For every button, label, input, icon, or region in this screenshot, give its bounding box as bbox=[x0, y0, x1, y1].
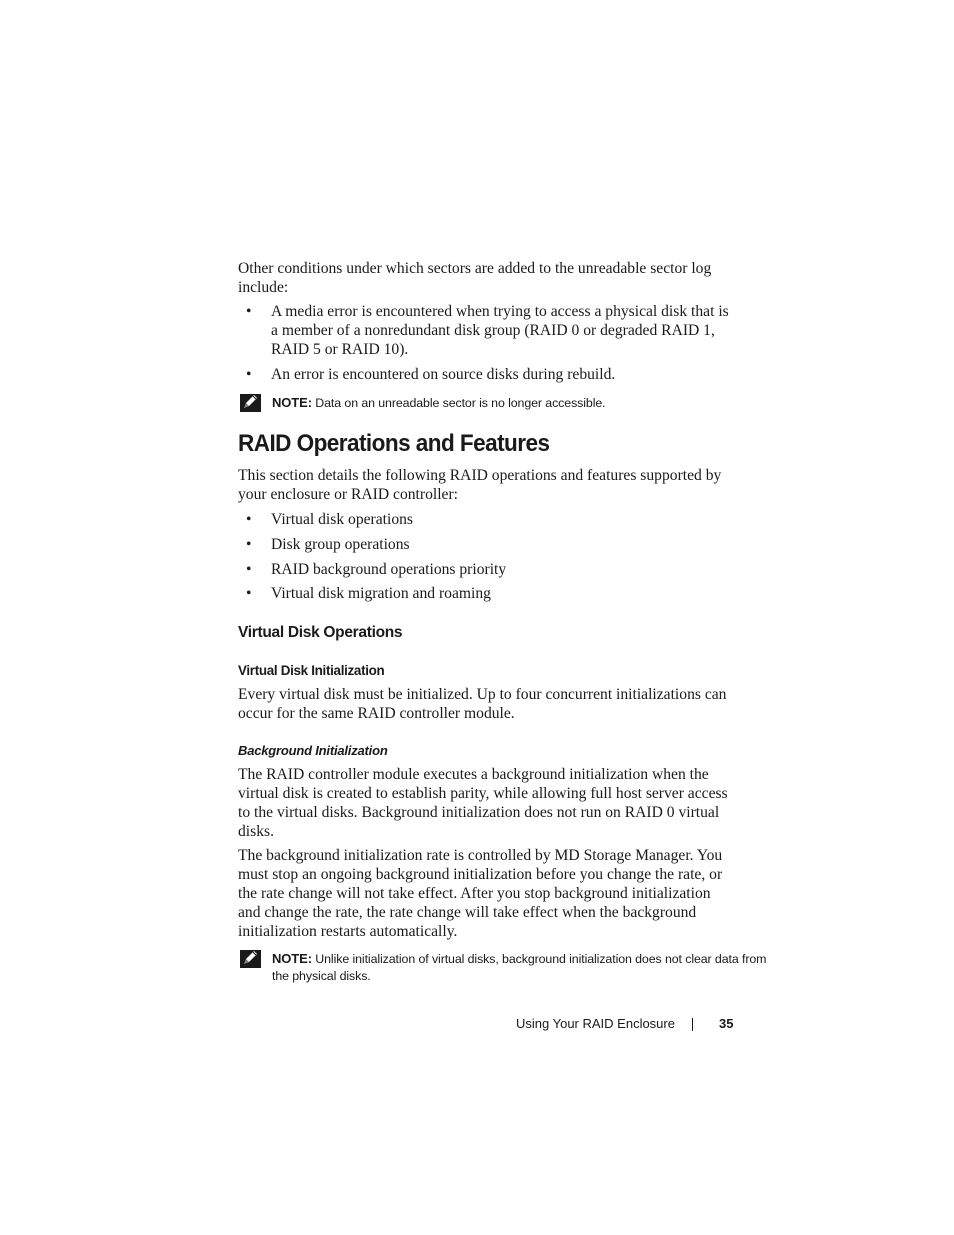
list-item-text: An error is encountered on source disks during rebuild. bbox=[271, 366, 616, 383]
note-label: NOTE: bbox=[272, 395, 312, 410]
bg-heading: Background Initialization bbox=[238, 743, 388, 758]
section-bullet-list bbox=[238, 510, 736, 603]
bg-text-2: The background initialization rate is controlled by MD Storage Manager. You must stop an ongoing background initialization before you change the rate, or the rate change will not take effect. After you stop background initialization and change the rate, the rate change will take effect when the background initialization restarts automatically. bbox=[238, 847, 723, 940]
list-item-text: Disk group operations bbox=[271, 536, 410, 553]
section-heading-wrap bbox=[238, 429, 736, 459]
init-paragraph bbox=[238, 685, 736, 723]
bg-text-1: The RAID controller module executes a background initialization when the virtual disk is created to establish parity, while allowing full host server access to the virtual disks. Background initialization does not run on RAID 0 virtual disks. bbox=[238, 766, 728, 840]
subsection-heading-wrap bbox=[238, 623, 736, 642]
init-heading-wrap bbox=[238, 662, 736, 679]
note-text: Data on an unreadable sector is no longer accessible. bbox=[315, 396, 606, 410]
note-label: NOTE: bbox=[272, 951, 312, 966]
list-item bbox=[238, 535, 736, 554]
section-text: This section details the following RAID operations and features supported by your enclosure or RAID controller: bbox=[238, 467, 722, 503]
pencil-note-icon bbox=[240, 949, 262, 969]
note-block bbox=[238, 394, 770, 412]
intro-text: Other conditions under which sectors are added to the unreadable sector log include: bbox=[238, 260, 712, 296]
subsection-title: Virtual Disk Operations bbox=[238, 624, 403, 641]
bullet-glyph: • bbox=[246, 366, 252, 383]
list-item bbox=[238, 584, 736, 603]
init-heading: Virtual Disk Initialization bbox=[238, 663, 385, 678]
list-item-text: RAID background operations priority bbox=[271, 561, 507, 578]
bullet-glyph: • bbox=[246, 511, 252, 528]
bg-paragraph-1 bbox=[238, 765, 736, 841]
list-item-text: A media error is encountered when trying to access a physical disk that is a member of a nonredundant disk group (RAID 0 or degraded RAID 1, RAID 5 or RAID 10). bbox=[271, 303, 729, 358]
bullet-glyph: • bbox=[246, 585, 252, 602]
list-item-text: Virtual disk operations bbox=[271, 511, 413, 528]
bg-paragraph-2 bbox=[238, 846, 736, 941]
bg-heading-wrap bbox=[238, 742, 736, 759]
bullet-glyph: • bbox=[246, 303, 252, 320]
init-text: Every virtual disk must be initialized. Up to four concurrent initializations can occur for the same RAID controller module. bbox=[238, 686, 727, 722]
page-footer bbox=[516, 1015, 736, 1032]
note-text: Unlike initialization of virtual disks, background initialization does not clear data from the physical disks. bbox=[272, 952, 767, 983]
list-item bbox=[238, 560, 736, 579]
list-item bbox=[238, 510, 736, 529]
bullet-glyph: • bbox=[246, 536, 252, 553]
pencil-note-icon bbox=[240, 393, 262, 413]
page-number: 35 bbox=[719, 1016, 734, 1031]
note-block bbox=[238, 950, 770, 985]
list-item bbox=[238, 302, 736, 359]
footer-chapter: Using Your RAID Enclosure bbox=[516, 1016, 675, 1031]
list-item bbox=[238, 365, 736, 384]
bullet-glyph: • bbox=[246, 561, 252, 578]
intro-paragraph bbox=[238, 259, 736, 297]
section-title: RAID Operations and Features bbox=[238, 430, 550, 457]
intro-bullet-list bbox=[238, 302, 736, 384]
footer-separator bbox=[692, 1018, 693, 1031]
list-item-text: Virtual disk migration and roaming bbox=[271, 585, 491, 602]
section-paragraph bbox=[238, 466, 736, 504]
